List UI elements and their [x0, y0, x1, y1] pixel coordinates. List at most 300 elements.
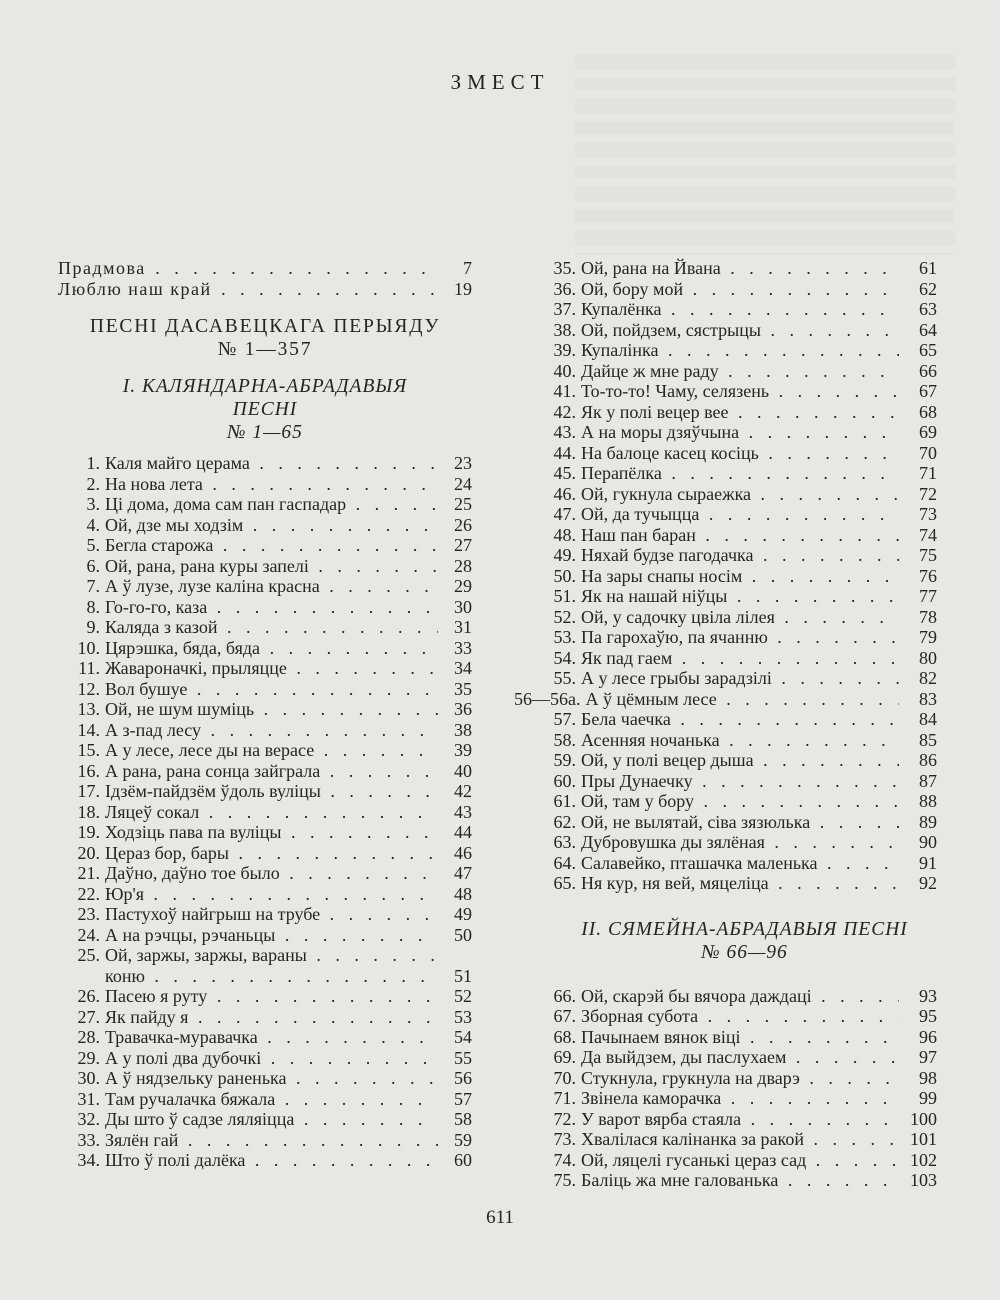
- entry-number: 27.: [77, 1006, 100, 1027]
- entry-number: 11.: [78, 658, 100, 678]
- toc-right-column: [514, 258, 937, 1191]
- entry-number: 19.: [77, 822, 100, 842]
- entry-page: 96: [919, 1026, 937, 1047]
- entry-page: 85: [919, 729, 937, 750]
- toc-entry: [58, 904, 472, 925]
- entry-page: 31: [454, 617, 472, 637]
- entry-number: 74.: [553, 1149, 576, 1170]
- toc-entry: [514, 688, 937, 710]
- toc-entry: [552, 320, 937, 341]
- entry-page: 67: [919, 381, 937, 401]
- toc-entry: [58, 453, 472, 474]
- toc-entry: [58, 1027, 472, 1048]
- entry-number: 18.: [77, 801, 100, 822]
- toc-entry: [552, 484, 937, 505]
- entry-number: 75.: [553, 1170, 576, 1190]
- entry-title: Ляцеў сокал . . .: [100, 802, 438, 823]
- entry-title: Ой, у садочку цвіла лілея . . .: [576, 607, 899, 628]
- entry-number: 7.: [86, 576, 100, 596]
- entry-page: 99: [919, 1088, 937, 1108]
- entry-number: 59.: [553, 750, 576, 770]
- entry-title: Перапёлка . . .: [576, 463, 899, 484]
- toc-entry: [552, 1088, 937, 1109]
- toc-entry: [552, 525, 937, 546]
- entry-title: Ідзём-пайдзём ўдоль вуліцы . . .: [100, 781, 438, 802]
- entry-number: 61.: [553, 791, 576, 811]
- entry-title: Пры Дунаечку . . .: [576, 771, 899, 792]
- entry-title: Ой, скарэй бы вячора даждаці . . .: [576, 986, 899, 1007]
- toc-entry: [58, 884, 472, 905]
- entry-title: Каля майго церама . . .: [100, 453, 438, 474]
- entry-title: Пастухоў найгрыш на трубе . . .: [100, 904, 438, 925]
- entry-page: 35: [454, 678, 472, 699]
- entry-title: Ой, бору мой . . .: [576, 279, 899, 300]
- entry-title: А на рэчцы, рэчаньцы . . .: [100, 925, 438, 946]
- entry-page: 27: [454, 535, 472, 555]
- entry-title: Цярэшка, бяда, бяда . . .: [100, 638, 438, 659]
- entry-number: 64.: [553, 852, 576, 873]
- entry-number: 44.: [553, 442, 576, 463]
- front-matter-list: [58, 258, 472, 299]
- entry-number: 13.: [77, 699, 100, 719]
- toc-entry: [58, 576, 472, 597]
- entry-number: 49.: [553, 545, 576, 565]
- entry-title: Як у полі вецер вее . . .: [576, 402, 899, 423]
- entry-title: А рана, рана сонца зайграла . . .: [100, 761, 438, 782]
- entry-page: 54: [454, 1027, 472, 1047]
- toc-entry: [58, 279, 472, 300]
- entry-number: 38.: [553, 319, 576, 340]
- entry-number: 58.: [553, 729, 576, 750]
- entry-page: 46: [454, 842, 472, 863]
- entry-page: 98: [919, 1067, 937, 1088]
- entry-title: Ой, рана на Йвана . . .: [576, 258, 899, 279]
- entry-number: 3.: [86, 494, 100, 514]
- entry-title: Як пайду я . . .: [100, 1007, 438, 1028]
- entry-page: 24: [454, 473, 472, 494]
- entry-page: 50: [454, 924, 472, 945]
- entry-title: Бела чаечка . . .: [576, 709, 899, 730]
- entry-title: А ў нядзельку раненька . . .: [100, 1068, 438, 1089]
- entry-page: 66: [919, 360, 937, 381]
- entry-title: Бегла старожа . . .: [100, 535, 438, 556]
- toc-entry: [58, 761, 472, 782]
- entry-title: Ой, заржы, заржы, вараны . . .: [100, 945, 438, 966]
- toc-entry: [58, 925, 472, 946]
- entry-number: 31.: [77, 1088, 100, 1109]
- entry-page: 39: [454, 740, 472, 760]
- entry-title: Го-го-го, каза . . .: [100, 597, 438, 618]
- entry-title: Цераз бор, бары . . .: [100, 843, 438, 864]
- toc-entry: [552, 1129, 937, 1150]
- entry-page: 29: [454, 576, 472, 596]
- entry-title: Пачынаем вянок віці . . .: [576, 1027, 899, 1048]
- entry-title: А на моры дзяўчына . . .: [576, 422, 899, 443]
- entry-page: 43: [454, 801, 472, 822]
- entry-number: 30.: [77, 1068, 100, 1088]
- entry-title: Звінела каморачка . . .: [576, 1088, 899, 1109]
- toc-entry: [58, 515, 472, 536]
- part-heading: [58, 315, 472, 361]
- entry-title: Што ў полі далёка . . .: [100, 1150, 438, 1171]
- entry-number: 29.: [77, 1047, 100, 1068]
- entry-page: 44: [454, 822, 472, 842]
- entry-number: 39.: [553, 340, 576, 360]
- entry-page: 93: [919, 985, 937, 1006]
- toc-entry: [58, 474, 472, 495]
- entry-title: Дайце ж мне раду . . .: [576, 361, 899, 382]
- entry-title-continuation: коню . . .: [100, 966, 438, 987]
- entry-number: 71.: [553, 1088, 576, 1108]
- entry-page: 80: [919, 647, 937, 668]
- entry-number: 54.: [553, 647, 576, 668]
- page-title: ЗМЕСТ: [450, 70, 550, 94]
- section-range-1: № 1—65: [227, 422, 303, 443]
- entry-page: 30: [454, 596, 472, 617]
- entry-number: 4.: [86, 514, 100, 535]
- entry-number: 25.: [77, 945, 100, 965]
- entry-title: А у лесе, лесе ды на верасе . . .: [100, 740, 438, 761]
- entry-page: 53: [454, 1006, 472, 1027]
- entry-page: 59: [454, 1129, 472, 1150]
- entry-number: 14.: [77, 719, 100, 740]
- entry-page: 102: [910, 1149, 937, 1170]
- entry-page: 55: [454, 1047, 472, 1068]
- entry-number: 72.: [553, 1108, 576, 1129]
- toc-entry: [552, 1068, 937, 1089]
- entry-title: А з-пад лесу . . .: [100, 720, 438, 741]
- entry-number: 21.: [77, 863, 100, 883]
- entry-title: Пасею я руту . . .: [100, 986, 438, 1007]
- entry-title: Юр'я . . .: [100, 884, 438, 905]
- toc-entry: [58, 945, 472, 966]
- part-range: № 1—357: [217, 339, 313, 360]
- toc-entry: [58, 1130, 472, 1151]
- entry-number: 73.: [553, 1129, 576, 1149]
- entry-page: 57: [454, 1088, 472, 1109]
- entry-number: 8.: [86, 596, 100, 617]
- entry-title: Купалёнка . . .: [576, 299, 899, 320]
- entry-page: 42: [454, 781, 472, 801]
- section-title-2: ІІ. СЯМЕЙНА-АБРАДАВЫЯ ПЕСНІ: [581, 918, 908, 940]
- entry-page: 51: [454, 965, 472, 986]
- entry-page: 48: [454, 883, 472, 904]
- toc-entry: [552, 258, 937, 279]
- entry-title: Ой, рана, рана куры запелі . . .: [100, 556, 438, 577]
- toc-entry: [58, 1068, 472, 1089]
- entry-number: 40.: [553, 360, 576, 381]
- toc-entry: [552, 566, 937, 587]
- entry-page: 38: [454, 719, 472, 740]
- entry-number: 46.: [553, 483, 576, 504]
- entry-title: Там ручалачка бяжала . . .: [100, 1089, 438, 1110]
- entry-number: 6.: [86, 555, 100, 576]
- entry-title: Зборная субота . . .: [576, 1006, 899, 1027]
- entry-title: На балоце касец косіць . . .: [576, 443, 899, 464]
- toc-entry: [58, 494, 472, 515]
- entry-number: 22.: [77, 883, 100, 904]
- entry-title: Травачка-муравачка . . .: [100, 1027, 438, 1048]
- toc-entry: [552, 873, 937, 894]
- entry-title: Ой, не шум шуміць . . .: [100, 699, 438, 720]
- toc-entry: [58, 986, 472, 1007]
- entry-title: Ой, да тучыцца . . .: [576, 504, 899, 525]
- entry-page: 58: [454, 1109, 472, 1129]
- entry-title: Ой, ляцелі гусанькі цераз сад . . .: [576, 1150, 899, 1171]
- entry-page: 64: [919, 319, 937, 340]
- entry-page: 82: [919, 668, 937, 688]
- toc-entry: [58, 781, 472, 802]
- entry-page: 83: [919, 688, 937, 709]
- entry-title: Прадмова . . .: [58, 258, 438, 279]
- entry-page: 61: [919, 258, 937, 278]
- entry-number: 5.: [86, 535, 100, 555]
- page-number: 611: [486, 1207, 514, 1228]
- toc-list-left: [58, 453, 472, 1171]
- entry-page: 47: [454, 863, 472, 883]
- entry-number: 36.: [553, 278, 576, 299]
- toc-entry: [58, 679, 472, 700]
- toc-entry: [552, 422, 937, 443]
- entry-page: 71: [919, 463, 937, 483]
- toc-entry: [552, 730, 937, 751]
- toc-entry: [552, 1047, 937, 1068]
- toc-entry: [552, 463, 937, 484]
- entry-page: 84: [919, 709, 937, 729]
- part-title: ПЕСНІ ДАСАВЕЦКАГА ПЕРЫЯДУ: [89, 316, 441, 337]
- entry-page: 19: [454, 278, 472, 299]
- entry-number: 60.: [553, 770, 576, 791]
- toc-entry: [58, 699, 472, 720]
- toc-entry: [58, 1007, 472, 1028]
- section-title-1: І. КАЛЯНДАРНА-АБРАДАВЫЯ ПЕСНІ: [122, 376, 408, 420]
- entry-title: А ў цёмным лесе . . .: [581, 689, 900, 710]
- toc-entry: [552, 771, 937, 792]
- entry-title: Ой, не вылятай, сіва зязюлька . . .: [576, 812, 899, 833]
- entry-title: Ой, у полі вецер дыша . . .: [576, 750, 899, 771]
- entry-title: Жавароначкі, прыляцце . . .: [100, 658, 438, 679]
- section-range-2: № 66—96: [701, 941, 788, 963]
- toc-entry: [552, 668, 937, 689]
- entry-page: 90: [919, 832, 937, 852]
- entry-number: 24.: [77, 924, 100, 945]
- entry-title: Вол бушуе . . .: [100, 679, 438, 700]
- toc-entry: [58, 1089, 472, 1110]
- entry-page: 101: [910, 1129, 937, 1149]
- entry-title: Купалінка . . .: [576, 340, 899, 361]
- toc-entry: [58, 863, 472, 884]
- entry-number: 51.: [553, 586, 576, 606]
- entry-page: 25: [454, 494, 472, 514]
- entry-number: 10.: [77, 637, 100, 658]
- toc-entry: [552, 402, 937, 423]
- entry-page: 63: [919, 299, 937, 319]
- toc-left-column: [58, 258, 472, 1171]
- entry-page: 87: [919, 770, 937, 791]
- entry-number: 65.: [553, 873, 576, 893]
- entry-page: 72: [919, 483, 937, 504]
- entry-title: Дубровушка ды зялёная . . .: [576, 832, 899, 853]
- toc-entry: [552, 504, 937, 525]
- entry-number: 67.: [553, 1006, 576, 1026]
- entry-page: 92: [919, 873, 937, 893]
- entry-number: 20.: [77, 842, 100, 863]
- entry-page: 56: [454, 1068, 472, 1088]
- toc-entry: [552, 1027, 937, 1048]
- toc-entry: [58, 258, 472, 279]
- toc-entry: [58, 843, 472, 864]
- entry-number: 53.: [553, 627, 576, 647]
- entry-page: 86: [919, 750, 937, 770]
- toc-entry: [58, 556, 472, 577]
- entry-page: 36: [454, 699, 472, 719]
- toc-entry-multiline: [58, 945, 472, 986]
- toc-entry: [552, 648, 937, 669]
- entry-title: Ой, пойдзем, сястрыцы . . .: [576, 320, 899, 341]
- entry-number: 55.: [553, 668, 576, 688]
- entry-title: А у лесе грыбы зарадзілі . . .: [576, 668, 899, 689]
- toc-entry: [552, 1150, 937, 1171]
- toc-entry: [58, 802, 472, 823]
- entry-number: 34.: [77, 1150, 100, 1170]
- toc-entry: [552, 986, 937, 1007]
- entry-number: 37.: [553, 299, 576, 319]
- entry-number: 52.: [553, 606, 576, 627]
- entry-number: 17.: [77, 781, 100, 801]
- entry-number: 23.: [77, 904, 100, 924]
- toc-entry: [58, 638, 472, 659]
- entry-page: 69: [919, 422, 937, 442]
- entry-page: 34: [454, 658, 472, 678]
- toc-entry: [552, 299, 937, 320]
- toc-entry: [552, 607, 937, 628]
- entry-title: Зялён гай . . .: [100, 1130, 438, 1151]
- entry-number: 69.: [553, 1047, 576, 1067]
- entry-page: 100: [910, 1108, 937, 1129]
- toc-entry-continuation: [58, 966, 472, 987]
- toc-entry: [552, 627, 937, 648]
- entry-title: Ой, там у бору . . .: [576, 791, 899, 812]
- entry-page: 97: [919, 1047, 937, 1067]
- entry-title: На зары снапы носім . . .: [576, 566, 899, 587]
- entry-page: 95: [919, 1006, 937, 1026]
- entry-number: 1.: [86, 453, 100, 473]
- entry-number: 9.: [86, 617, 100, 637]
- entry-number: 2.: [86, 473, 100, 494]
- entry-title: Даўно, даўно тое было . . .: [100, 863, 438, 884]
- entry-title: То-то-то! Чаму, селязень . . .: [576, 381, 899, 402]
- entry-number: 63.: [553, 832, 576, 852]
- toc-list-right-2: [552, 986, 937, 1191]
- toc-entry: [58, 822, 472, 843]
- entry-number: 42.: [553, 401, 576, 422]
- entry-title: А у полі два дубочкі . . .: [100, 1048, 438, 1069]
- entry-number: 57.: [553, 709, 576, 729]
- entry-title: Няхай будзе пагодачка . . .: [576, 545, 899, 566]
- entry-number: 43.: [553, 422, 576, 442]
- section-heading-2: [552, 918, 937, 964]
- entry-title: Асенняя ночанька . . .: [576, 730, 899, 751]
- entry-title: Баліць жа мне галованька . . .: [576, 1170, 899, 1191]
- entry-page: 60: [454, 1150, 472, 1170]
- entry-page: 73: [919, 504, 937, 524]
- entry-page: 91: [919, 852, 937, 873]
- entry-page: 77: [919, 586, 937, 606]
- entry-title: Стукнула, грукнула на дварэ . . .: [576, 1068, 899, 1089]
- toc-entry: [552, 709, 937, 730]
- toc-entry: [552, 340, 937, 361]
- entry-page: 40: [454, 760, 472, 781]
- toc-entry: [552, 812, 937, 833]
- entry-page: 74: [919, 524, 937, 545]
- entry-title: Ой, дзе мы ходзім . . .: [100, 515, 438, 536]
- entry-title: Ой, гукнула сыраежка . . .: [576, 484, 899, 505]
- entry-number: 15.: [77, 740, 100, 760]
- entry-page: 23: [454, 453, 472, 473]
- entry-number: 35.: [553, 258, 576, 278]
- entry-page: 62: [919, 278, 937, 299]
- entry-page: 75: [919, 545, 937, 565]
- entry-title: Хвалілася калінанка за ракой . . .: [576, 1129, 899, 1150]
- entry-page: 78: [919, 606, 937, 627]
- entry-number: 16.: [77, 760, 100, 781]
- entry-page: 103: [910, 1170, 937, 1190]
- toc-entry: [552, 545, 937, 566]
- entry-title: Люблю наш край . . .: [58, 279, 438, 300]
- entry-title: Як пад гаем . . .: [576, 648, 899, 669]
- entry-number: 66.: [553, 985, 576, 1006]
- toc-entry: [58, 720, 472, 741]
- entry-title: Ці дома, дома сам пан гаспадар . . .: [100, 494, 438, 515]
- entry-number: 41.: [553, 381, 576, 401]
- entry-page: 7: [463, 258, 472, 278]
- entry-title: Як на нашай ніўцы . . .: [576, 586, 899, 607]
- toc-entry: [58, 1048, 472, 1069]
- toc-entry: [58, 1150, 472, 1171]
- entry-page: 68: [919, 401, 937, 422]
- entry-title: У варот вярба стаяла . . .: [576, 1109, 899, 1130]
- entry-number: 68.: [553, 1026, 576, 1047]
- entry-number: 33.: [77, 1129, 100, 1150]
- entry-page: 28: [454, 555, 472, 576]
- entry-page: 52: [454, 986, 472, 1006]
- entry-title: Наш пан баран . . .: [576, 525, 899, 546]
- entry-number: 12.: [77, 678, 100, 699]
- entry-title: На нова лета . . .: [100, 474, 438, 495]
- toc-entry: [552, 443, 937, 464]
- section-heading-1: [58, 375, 472, 444]
- toc-entry: [552, 586, 937, 607]
- toc-entry: [552, 791, 937, 812]
- toc-entry: [552, 750, 937, 771]
- entry-title: Салавейко, пташачка маленька . . .: [576, 853, 899, 874]
- entry-number: 32.: [77, 1109, 100, 1129]
- entry-title: Ды што ў садзе ляляіцца . . .: [100, 1109, 438, 1130]
- entry-page: 49: [454, 904, 472, 924]
- entry-number: 56—56а.: [514, 688, 581, 709]
- entry-title: Ходзіць пава па вуліцы . . .: [100, 822, 438, 843]
- entry-number: 48.: [553, 524, 576, 545]
- entry-page: 76: [919, 565, 937, 586]
- toc-entry: [552, 361, 937, 382]
- entry-number: 26.: [77, 986, 100, 1006]
- entry-title: Ня кур, ня вей, мяцеліца . . .: [576, 873, 899, 894]
- entry-page: 33: [454, 637, 472, 658]
- entry-number: 28.: [77, 1027, 100, 1047]
- entry-number: 45.: [553, 463, 576, 483]
- toc-entry: [58, 1109, 472, 1130]
- entry-page: 89: [919, 811, 937, 832]
